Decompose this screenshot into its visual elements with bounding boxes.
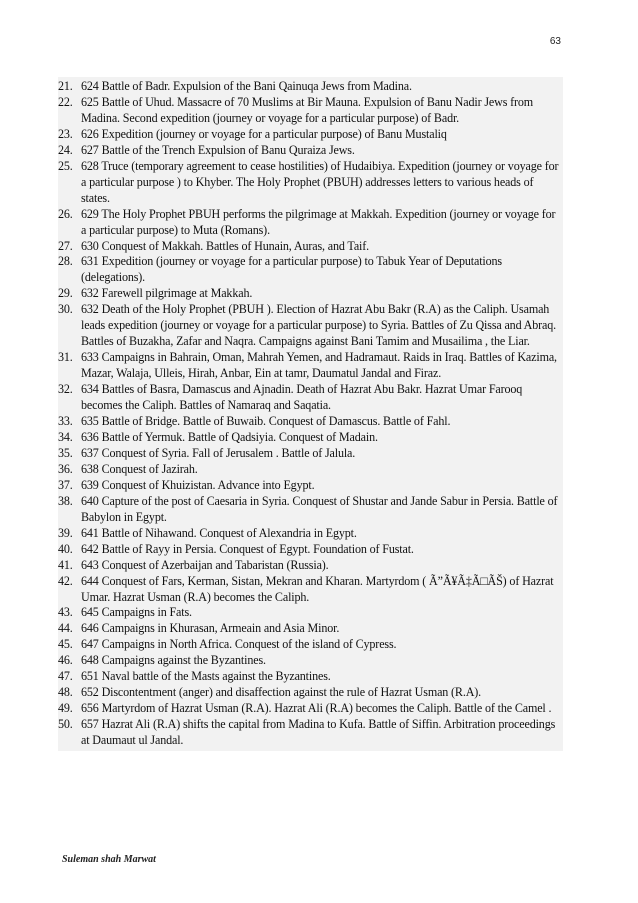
timeline-content <box>58 77 563 751</box>
item-number: 30. <box>58 302 73 317</box>
item-text: 636 Battle of Yermuk. Battle of Qadsiyia. Conquest of Madain. <box>81 429 378 444</box>
list-item <box>58 159 563 207</box>
item-text: 644 Conquest of Fars, Kerman, Sistan, Mekran and Kharan. Martyrdom ( Ã”Ã¥Ã‡Ã□ÃŠ) of Hazrat Umar. Hazrat Usman (R.A) becomes the Caliph. <box>81 573 554 604</box>
item-number: 45. <box>58 637 73 652</box>
list-item <box>58 143 563 159</box>
item-text: 652 Discontentment (anger) and disaffection against the rule of Hazrat Usman (R.A). <box>81 685 482 700</box>
item-text: 624 Battle of Badr. Expulsion of the Bani Qainuqa Jews from Madina. <box>81 79 412 93</box>
item-number: 32. <box>58 382 73 397</box>
list-item <box>58 382 563 414</box>
list-item <box>58 478 563 494</box>
item-text: 640 Capture of the post of Caesaria in Syria. Conquest of Shustar and Jande Sabur in Persia. Battle of Babylon in Egypt. <box>81 493 558 524</box>
item-number: 21. <box>58 79 73 93</box>
list-item <box>58 254 563 286</box>
item-number: 34. <box>58 429 73 444</box>
list-item <box>58 127 563 143</box>
item-number: 41. <box>58 557 73 572</box>
item-text: 643 Conquest of Azerbaijan and Tabaristan (Russia). <box>81 557 329 572</box>
list-item <box>58 526 563 542</box>
item-number: 49. <box>58 701 73 716</box>
item-text: 625 Battle of Uhud. Massacre of 70 Muslims at Bir Mauna. Expulsion of Banu Nadir Jews from Madina. Second expedition (journey or voyage for a particular purpose) of Badr. <box>81 94 534 125</box>
list-item <box>58 462 563 478</box>
item-number: 23. <box>58 126 73 141</box>
item-number: 37. <box>58 477 73 492</box>
list-item <box>58 79 563 95</box>
list-item <box>58 414 563 430</box>
item-number: 39. <box>58 525 73 540</box>
item-text: 637 Conquest of Syria. Fall of Jerusalem . Battle of Jalula. <box>81 445 356 460</box>
list-item <box>58 717 563 749</box>
list-item <box>58 669 563 685</box>
item-text: 629 The Holy Prophet PBUH performs the pilgrimage at Makkah. Expedition (journey or voyage for a particular purpose) to Muta (Romans). <box>81 206 556 237</box>
list-item <box>58 446 563 462</box>
author-signature: Suleman shah Marwat <box>62 854 156 865</box>
page-number: 63 <box>549 36 561 47</box>
list-item <box>58 494 563 526</box>
item-number: 42. <box>58 573 73 588</box>
item-number: 28. <box>58 254 73 269</box>
item-number: 29. <box>58 286 73 301</box>
item-text: 638 Conquest of Jazirah. <box>81 461 198 476</box>
list-item <box>58 350 563 382</box>
item-text: 635 Battle of Bridge. Battle of Buwaib. Conquest of Damascus. Battle of Fahl. <box>81 414 451 429</box>
item-number: 24. <box>58 142 73 157</box>
item-number: 35. <box>58 445 73 460</box>
list-item <box>58 95 563 127</box>
list-item <box>58 542 563 558</box>
list-item <box>58 653 563 669</box>
item-number: 44. <box>58 621 73 636</box>
list-item <box>58 430 563 446</box>
list-item <box>58 239 563 255</box>
item-text: 657 Hazrat Ali (R.A) shifts the capital from Madina to Kufa. Battle of Siffin. Arbitration proceedings at Daumaut ul Jandal. <box>81 717 556 748</box>
item-number: 33. <box>58 414 73 429</box>
item-number: 27. <box>58 238 73 253</box>
list-item <box>58 558 563 574</box>
item-number: 36. <box>58 461 73 476</box>
list-item <box>58 574 563 606</box>
item-text: 647 Campaigns in North Africa. Conquest of the island of Cypress. <box>81 637 397 652</box>
list-item <box>58 637 563 653</box>
item-text: 628 Truce (temporary agreement to cease hostilities) of Hudaibiya. Expedition (journey or voyage for a particular purpose ) to Khyber. The Holy Prophet (PBUH) addresses letters to various heads of states. <box>81 158 559 205</box>
item-number: 25. <box>58 158 73 173</box>
item-text: 630 Conquest of Makkah. Battles of Hunain, Auras, and Taif. <box>81 238 370 253</box>
item-text: 651 Naval battle of the Masts against the Byzantines. <box>81 669 331 684</box>
item-number: 46. <box>58 653 73 668</box>
list-item <box>58 685 563 701</box>
item-text: 656 Martyrdom of Hazrat Usman (R.A). Hazrat Ali (R.A) becomes the Caliph. Battle of the Camel . <box>81 701 552 716</box>
item-text: 632 Death of the Holy Prophet (PBUH ). Election of Hazrat Abu Bakr (R.A) as the Caliph. Usamah leads expedition (journey or voyage for a particular purpose) to Syria. Battles of Zu Qissa and Abraq. Battles of Buzakha, Zafar and Naqra. Campaigns against Bani Tamim and Musailima , the Liar. <box>81 302 557 349</box>
list-item <box>58 302 563 350</box>
list-item <box>58 207 563 239</box>
item-text: 641 Battle of Nihawand. Conquest of Alexandria in Egypt. <box>81 525 357 540</box>
item-number: 50. <box>58 717 73 732</box>
item-number: 43. <box>58 605 73 620</box>
item-text: 633 Campaigns in Bahrain, Oman, Mahrah Yemen, and Hadramaut. Raids in Iraq. Battles of Kazima, Mazar, Walaja, Ulleis, Hirah, Anbar, Ein at tamr, Daumatul Jandal and Firaz. <box>81 350 557 381</box>
item-text: 639 Conquest of Khuizistan. Advance into Egypt. <box>81 477 315 492</box>
item-number: 26. <box>58 206 73 221</box>
list-item <box>58 621 563 637</box>
item-number: 22. <box>58 94 73 109</box>
item-text: 634 Battles of Basra, Damascus and Ajnadin. Death of Hazrat Abu Bakr. Hazrat Umar Farooq becomes the Caliph. Battles of Namaraq and Saqatia. <box>81 382 523 413</box>
timeline-list <box>58 79 563 749</box>
item-text: 631 Expedition (journey or voyage for a particular purpose) to Tabuk Year of Deputations (delegations). <box>81 254 502 285</box>
item-text: 632 Farewell pilgrimage at Makkah. <box>81 286 253 301</box>
item-number: 48. <box>58 685 73 700</box>
list-item <box>58 605 563 621</box>
item-number: 38. <box>58 493 73 508</box>
list-item <box>58 701 563 717</box>
item-text: 648 Campaigns against the Byzantines. <box>81 653 266 668</box>
item-text: 627 Battle of the Trench Expulsion of Banu Quraiza Jews. <box>81 142 355 157</box>
item-text: 642 Battle of Rayy in Persia. Conquest of Egypt. Foundation of Fustat. <box>81 541 414 556</box>
item-text: 626 Expedition (journey or voyage for a particular purpose) of Banu Mustaliq <box>81 126 447 141</box>
item-number: 31. <box>58 350 73 365</box>
item-number: 40. <box>58 541 73 556</box>
item-number: 47. <box>58 669 73 684</box>
item-text: 645 Campaigns in Fats. <box>81 605 192 620</box>
item-text: 646 Campaigns in Khurasan, Armeain and Asia Minor. <box>81 621 340 636</box>
list-item <box>58 286 563 302</box>
